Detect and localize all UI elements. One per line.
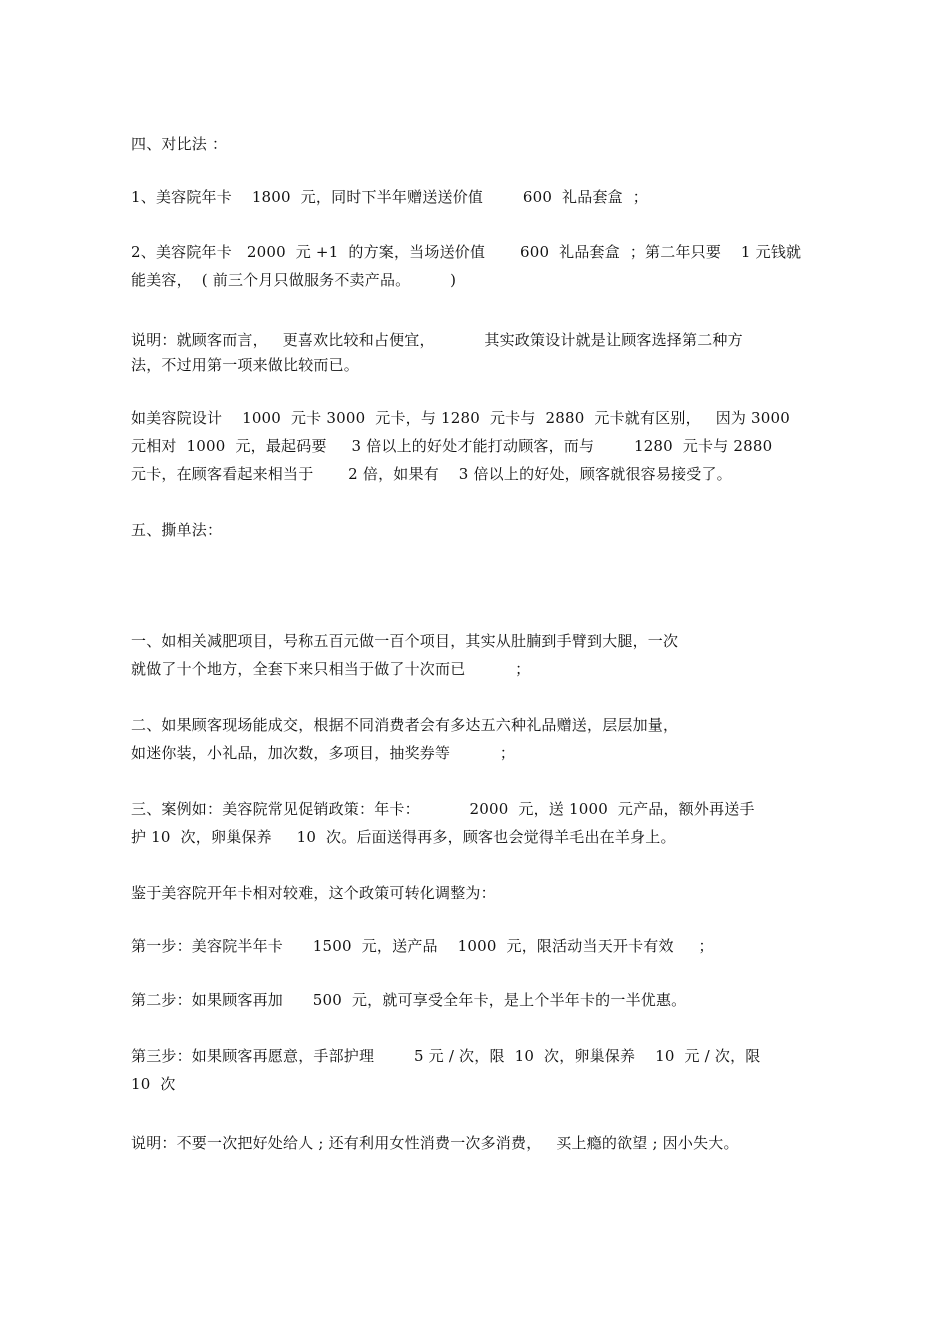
paragraph-line: 1、美容院年卡 1800 元，同时下半年赠送送价值 600 礼品套盒 ；	[131, 188, 648, 206]
paragraph-line: 第二步：如果顾客再加 500 元，就可享受全年卡，是上个半年卡的一半优惠。	[131, 991, 687, 1009]
paragraph-line: 护 10 次，卵巢保养 10 次。后面送得再多，顾客也会觉得羊毛出在羊身上。	[131, 828, 676, 846]
paragraph-line: 元相对 1000 元，最起码要 3 倍以上的好处才能打动顾客，而与 1280 元卡与 2880	[131, 437, 773, 455]
paragraph-line: 第三步：如果顾客再愿意，手部护理 5 元 / 次，限 10 次，卵巢保养 10 元 / 次，限	[131, 1047, 761, 1065]
paragraph-line: 10 次	[131, 1075, 176, 1093]
paragraph-line: 能美容， ( 前三个月只做服务不卖产品。 )	[131, 271, 457, 289]
paragraph-line: 二、如果顾客现场能成交，根据不同消费者会有多达五六种礼品赠送，层层加量，	[131, 716, 679, 734]
paragraph-line: 如美容院设计 1000 元卡 3000 元卡，与 1280 元卡与 2880 元卡就有区别， 因为 3000	[131, 409, 791, 427]
paragraph-line: 如迷你装，小礼品，加次数，多项目，抽奖券等 ；	[131, 744, 516, 762]
paragraph-line: 一、如相关减肥项目，号称五百元做一百个项目，其实从肚腩到手臂到大腿，一次	[131, 632, 679, 650]
paragraph-line: 就做了十个地方，全套下来只相当于做了十次而已 ；	[131, 660, 531, 678]
section-heading-contrast: 四、对比法 ：	[131, 135, 228, 153]
paragraph-line: 说明：不要一次把好处给人 ; 还有利用女性消费一次多消费， 买上瘾的欲望 ; 因小失大。	[131, 1134, 739, 1152]
paragraph-line: 第一步：美容院半年卡 1500 元，送产品 1000 元，限活动当天开卡有效 ；	[131, 937, 714, 955]
paragraph-line: 三、案例如：美容院常见促销政策：年卡： 2000 元，送 1000 元产品，额外再送手	[131, 800, 755, 818]
paragraph-line: 法，不过用第一项来做比较而已。	[131, 356, 360, 374]
section-heading-tear-off: 五、撕单法：	[131, 521, 223, 539]
paragraph-line: 鉴于美容院开年卡相对较难，这个政策可转化调整为：	[131, 884, 496, 902]
paragraph-line: 2、美容院年卡 2000 元 +1 的方案，当场送价值 600 礼品套盒 ；第二年只要 1 元钱就	[131, 243, 802, 261]
paragraph-line: 说明：就顾客而言， 更喜欢比较和占便宜， 其实政策设计就是让顾客选择第二种方	[131, 331, 743, 349]
paragraph-line: 元卡，在顾客看起来相当于 2 倍，如果有 3 倍以上的好处，顾客就很容易接受了。	[131, 465, 732, 483]
